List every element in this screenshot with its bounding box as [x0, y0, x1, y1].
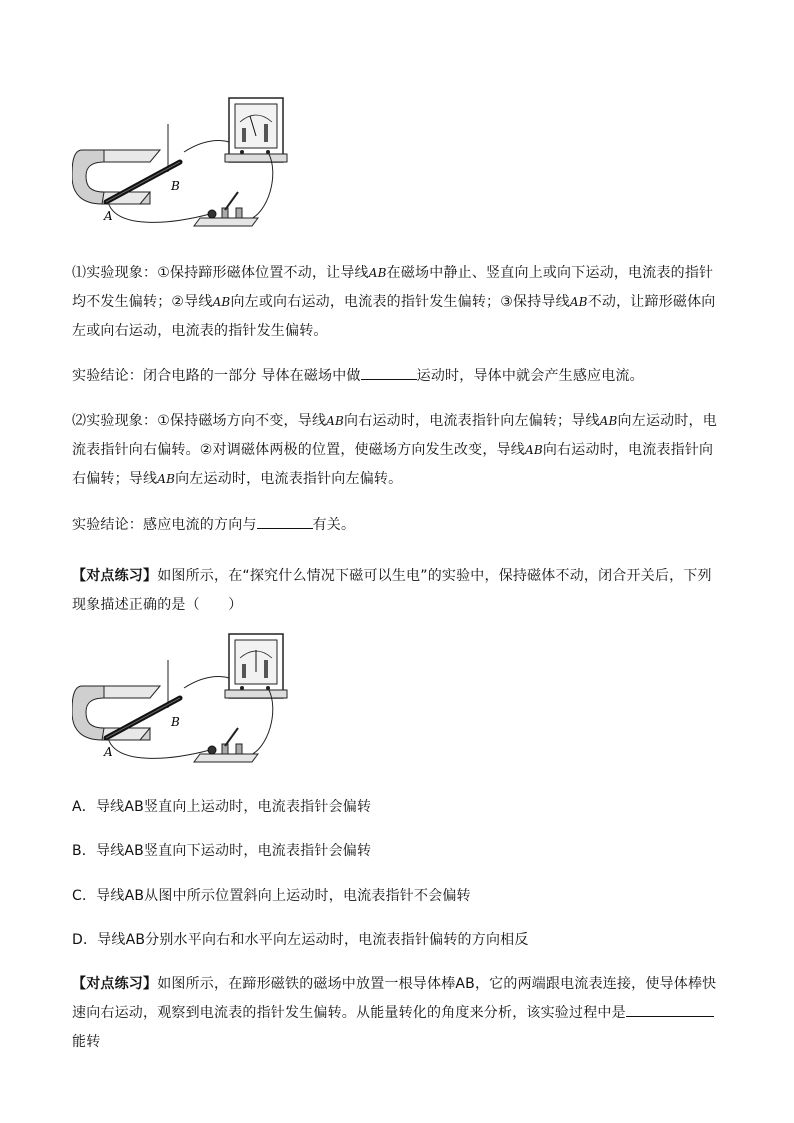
option-d[interactable]: D．导线AB分别水平向右和水平向左运动时，电流表指针偏转的方向相反: [72, 932, 529, 948]
practice2-question: 【对点练习】如图所示，在蹄形磁铁的磁场中放置一根导体棒AB，它的两端跟电流表连接，使导体棒快速向右运动，观察到电流表的指针发生偏转。从能量转化的角度来分析，该实验过程中是能转: [72, 976, 717, 1050]
section1-observation: ⑴实验现象：①保持蹄形磁体位置不动，让导线AB在磁场中静止、竖直向上或向下运动，电流表的指针均不发生偏转；②导线AB向左或向右运动，电流表的指针发生偏转；③保持导线AB不动，让蹄形磁体向左或向右运动，电流表的指针发生偏转。: [72, 265, 716, 339]
option-b[interactable]: B．导线AB竖直向下运动时，电流表指针会偏转: [72, 843, 372, 859]
induction-apparatus-illustration: [72, 94, 304, 244]
experiment-figure-2: [72, 630, 304, 780]
answer-blank-2[interactable]: [257, 512, 313, 529]
answer-blank-3[interactable]: [626, 1000, 714, 1017]
option-a[interactable]: A．导线AB竖直向上运动时，电流表指针会偏转: [72, 799, 372, 815]
label-a: A: [104, 209, 113, 223]
practice1-question: 【对点练习】如图所示，在“探究什么情况下磁可以生电”的实验中，保持磁体不动，闭合开关后，下列现象描述正确的是（ ）: [72, 568, 712, 613]
experiment-figure-1: [72, 94, 304, 244]
label-b: B: [171, 715, 180, 729]
section1-conclusion: 实验结论：闭合电路的一部分 导体在磁场中做 运动时，导体中就会产生感应电流。: [72, 362, 724, 391]
label-b: B: [171, 179, 180, 193]
answer-blank-1[interactable]: [361, 363, 417, 380]
section2-conclusion: 实验结论：感应电流的方向与 有关。: [72, 511, 724, 540]
section2-observation: ⑵实验现象：①保持磁场方向不变，导线AB向右运动时，电流表指针向左偏转；导线AB向左运动时，电流表指针向右偏转。②对调磁体两极的位置，使磁场方向发生改变，导线AB向右运动时，电流表指针向右偏转；导线AB向左运动时，电流表指针向左偏转。: [72, 413, 717, 487]
option-c[interactable]: C．导线AB从图中所示位置斜向上运动时，电流表指针不会偏转: [72, 888, 471, 904]
label-a: A: [104, 745, 113, 759]
induction-apparatus-illustration: [72, 630, 304, 780]
